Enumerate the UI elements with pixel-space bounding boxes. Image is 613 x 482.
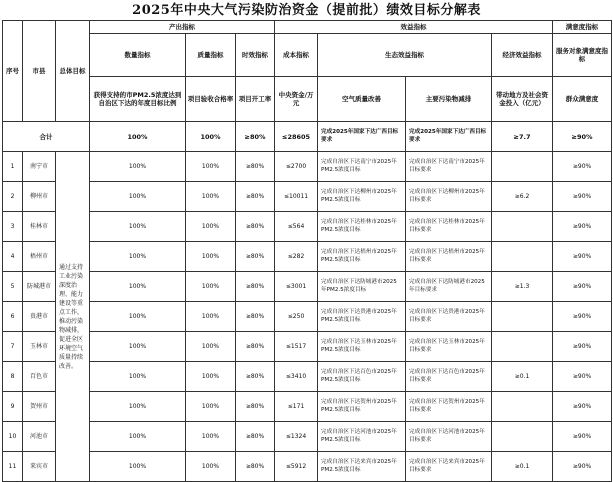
header-benefit: 效益指标 — [275, 21, 553, 34]
cell-seq: 6 — [3, 302, 23, 332]
cell-time: ≥80% — [236, 362, 275, 392]
cell-quantity: 100% — [90, 362, 186, 392]
cell-time: ≥80% — [236, 452, 275, 482]
cell-time: ≥80% — [236, 182, 275, 212]
header-pollutant-sub: 主要污染物减排 — [406, 77, 492, 122]
cell-pollutant: 完成自治区下达贺州市2025年目标要求 — [406, 392, 492, 422]
header-econ-benefit: 经济效益指标 — [492, 34, 553, 77]
cell-city: 南宁市 — [23, 152, 56, 182]
header-satisfaction: 满意度指标 — [553, 21, 612, 34]
table-row — [3, 422, 612, 452]
cell-seq: 10 — [3, 422, 23, 452]
table-row — [3, 152, 612, 182]
cell-quality: 100% — [186, 152, 236, 182]
cell-quality: 100% — [186, 422, 236, 452]
cell-public: ≥90% — [553, 152, 612, 182]
cell-time: ≥80% — [236, 332, 275, 362]
header-service-satisfaction: 服务对象满意度指标 — [553, 34, 612, 77]
cell-time: ≥80% — [236, 422, 275, 452]
cell-quality: 100% — [186, 332, 236, 362]
overall-goal-text: 通过支持工业污染深度治理、能力建设等重点工作，推动污染物减排，促进全区环境空气质量持续改善。 — [56, 152, 90, 482]
header-city: 市县 — [23, 21, 56, 122]
cell-air: 完成自治区下达河池市2025年PM2.5浓度目标 — [318, 422, 406, 452]
cell-econ: ≥0.1 — [492, 452, 553, 482]
cell-public: ≥90% — [553, 452, 612, 482]
cell-pollutant: 完成自治区下达梧州市2025年目标要求 — [406, 242, 492, 272]
cell-quality: 100% — [186, 242, 236, 272]
cell-econ — [492, 392, 553, 422]
cell-quantity: 100% — [90, 152, 186, 182]
cell-quantity: 100% — [90, 452, 186, 482]
cell-econ: ≥6.2 — [492, 182, 553, 212]
header-time-sub: 项目开工率 — [236, 77, 275, 122]
cell-econ — [492, 332, 553, 362]
table-row — [3, 392, 612, 422]
cell-seq: 9 — [3, 392, 23, 422]
header-seq: 序号 — [3, 21, 23, 122]
cell-city: 防城港市 — [23, 272, 56, 302]
cell-cost: ≤2700 — [275, 152, 318, 182]
cell-public: ≥90% — [553, 332, 612, 362]
cell-cost: ≤171 — [275, 392, 318, 422]
table-row — [3, 272, 612, 302]
summary-row — [3, 122, 612, 152]
cell-public: ≥90% — [553, 422, 612, 452]
cell-time: ≥80% — [236, 302, 275, 332]
table-row — [3, 212, 612, 242]
cell-quality: 100% — [186, 452, 236, 482]
cell-econ — [492, 242, 553, 272]
cell-seq: 1 — [3, 152, 23, 182]
cell-cost: ≤564 — [275, 212, 318, 242]
cell-public: ≥90% — [553, 362, 612, 392]
cell-city: 来宾市 — [23, 452, 56, 482]
cell-air: 完成自治区下达桂林市2025年PM2.5浓度目标 — [318, 212, 406, 242]
header-quantity-sub: 获得支持的市PM2.5浓度达到自治区下达的年度目标比例 — [90, 77, 186, 122]
cell-seq: 2 — [3, 182, 23, 212]
summary-quantity: 100% — [90, 122, 186, 152]
header-output: 产出指标 — [90, 21, 275, 34]
cell-air: 完成自治区下达梧州市2025年PM2.5浓度目标 — [318, 242, 406, 272]
cell-econ — [492, 302, 553, 332]
table-row — [3, 182, 612, 212]
performance-target-table — [2, 20, 612, 482]
cell-cost: ≤250 — [275, 302, 318, 332]
cell-quality: 100% — [186, 302, 236, 332]
header-quality-sub: 项目验收合格率 — [186, 77, 236, 122]
cell-city: 柳州市 — [23, 182, 56, 212]
cell-econ — [492, 212, 553, 242]
cell-public: ≥90% — [553, 272, 612, 302]
header-row-2 — [3, 34, 612, 77]
summary-econ: ≥7.7 — [492, 122, 553, 152]
summary-quality: 100% — [186, 122, 236, 152]
cell-econ: ≥1.3 — [492, 272, 553, 302]
cell-pollutant: 完成自治区下达贵港市2025年目标要求 — [406, 302, 492, 332]
cell-econ: ≥0.1 — [492, 362, 553, 392]
cell-seq: 7 — [3, 332, 23, 362]
cell-public: ≥90% — [553, 302, 612, 332]
summary-pollutant: 完成2025年国家下达广西目标要求 — [406, 122, 492, 152]
cell-public: ≥90% — [553, 242, 612, 272]
summary-air: 完成2025年国家下达广西目标要求 — [318, 122, 406, 152]
cell-air: 完成自治区下达来宾市2025年PM2.5浓度目标 — [318, 452, 406, 482]
cell-city: 贺州市 — [23, 392, 56, 422]
summary-public: ≥90% — [553, 122, 612, 152]
cell-quantity: 100% — [90, 182, 186, 212]
page-title: 2025年中央大气污染防治资金（提前批）绩效目标分解表 — [132, 3, 481, 18]
cell-air: 完成自治区下达柳州市2025年PM2.5浓度目标 — [318, 182, 406, 212]
cell-quality: 100% — [186, 392, 236, 422]
cell-public: ≥90% — [553, 182, 612, 212]
cell-seq: 8 — [3, 362, 23, 392]
summary-cost: ≤28605 — [275, 122, 318, 152]
cell-seq: 11 — [3, 452, 23, 482]
cell-quantity: 100% — [90, 332, 186, 362]
cell-public: ≥90% — [553, 212, 612, 242]
cell-seq: 4 — [3, 242, 23, 272]
header-timeliness: 时效指标 — [236, 34, 275, 77]
cell-pollutant: 完成自治区下达玉林市2025年目标要求 — [406, 332, 492, 362]
cell-pollutant: 完成自治区下达河池市2025年目标要求 — [406, 422, 492, 452]
header-overall-goal: 总体目标 — [56, 21, 90, 122]
cell-time: ≥80% — [236, 242, 275, 272]
cell-cost: ≤1324 — [275, 422, 318, 452]
cell-city: 河池市 — [23, 422, 56, 452]
table-row — [3, 302, 612, 332]
cell-time: ≥80% — [236, 152, 275, 182]
header-air-sub: 空气质量改善 — [318, 77, 406, 122]
header-cost-sub: 中央资金/万元 — [275, 77, 318, 122]
cell-time: ≥80% — [236, 272, 275, 302]
cell-pollutant: 完成自治区下达南宁市2025年目标要求 — [406, 152, 492, 182]
cell-seq: 3 — [3, 212, 23, 242]
table-row — [3, 452, 612, 482]
header-quantity: 数量指标 — [90, 34, 186, 77]
header-row-3 — [3, 77, 612, 122]
summary-time: ≥80% — [236, 122, 275, 152]
header-public-sub: 群众满意度 — [553, 77, 612, 122]
cell-time: ≥80% — [236, 212, 275, 242]
header-quality: 质量指标 — [186, 34, 236, 77]
cell-quantity: 100% — [90, 272, 186, 302]
cell-air: 完成自治区下达贺州市2025年PM2.5浓度目标 — [318, 392, 406, 422]
cell-pollutant: 完成自治区下达柳州市2025年目标要求 — [406, 182, 492, 212]
header-eco-benefit: 生态效益指标 — [318, 34, 492, 77]
cell-quality: 100% — [186, 182, 236, 212]
cell-time: ≥80% — [236, 392, 275, 422]
cell-cost: ≤3410 — [275, 362, 318, 392]
cell-pollutant: 完成自治区下达来宾市2025年目标要求 — [406, 452, 492, 482]
cell-cost: ≤1517 — [275, 332, 318, 362]
cell-econ — [492, 422, 553, 452]
header-econ-sub: 带动地方及社会资金投入（亿元） — [492, 77, 553, 122]
summary-label: 合计 — [3, 122, 90, 152]
cell-air: 完成自治区下达玉林市2025年PM2.5浓度目标 — [318, 332, 406, 362]
cell-seq: 5 — [3, 272, 23, 302]
table-row — [3, 332, 612, 362]
cell-city: 贵港市 — [23, 302, 56, 332]
cell-cost: ≤10011 — [275, 182, 318, 212]
cell-quantity: 100% — [90, 302, 186, 332]
cell-quantity: 100% — [90, 242, 186, 272]
cell-air: 完成自治区下达防城港市2025年PM2.5浓度目标 — [318, 272, 406, 302]
table-row — [3, 362, 612, 392]
cell-pollutant: 完成自治区下达桂林市2025年目标要求 — [406, 212, 492, 242]
cell-quality: 100% — [186, 272, 236, 302]
cell-pollutant: 完成自治区下达防城港市2025年目标要求 — [406, 272, 492, 302]
cell-air: 完成自治区下达贵港市2025年PM2.5浓度目标 — [318, 302, 406, 332]
cell-city: 玉林市 — [23, 332, 56, 362]
table-row — [3, 242, 612, 272]
cell-city: 梧州市 — [23, 242, 56, 272]
cell-air: 完成自治区下达南宁市2025年PM2.5浓度目标 — [318, 152, 406, 182]
cell-quantity: 100% — [90, 212, 186, 242]
cell-quality: 100% — [186, 212, 236, 242]
cell-city: 百色市 — [23, 362, 56, 392]
cell-air: 完成自治区下达百色市2025年PM2.5浓度目标 — [318, 362, 406, 392]
cell-quantity: 100% — [90, 392, 186, 422]
cell-quality: 100% — [186, 362, 236, 392]
cell-cost: ≤5912 — [275, 452, 318, 482]
cell-quantity: 100% — [90, 422, 186, 452]
cell-pollutant: 完成自治区下达百色市2025年目标要求 — [406, 362, 492, 392]
cell-cost: ≤3001 — [275, 272, 318, 302]
cell-cost: ≤282 — [275, 242, 318, 272]
cell-public: ≥90% — [553, 392, 612, 422]
header-cost: 成本指标 — [275, 34, 318, 77]
header-row-1 — [3, 21, 612, 34]
cell-econ — [492, 152, 553, 182]
cell-city: 桂林市 — [23, 212, 56, 242]
